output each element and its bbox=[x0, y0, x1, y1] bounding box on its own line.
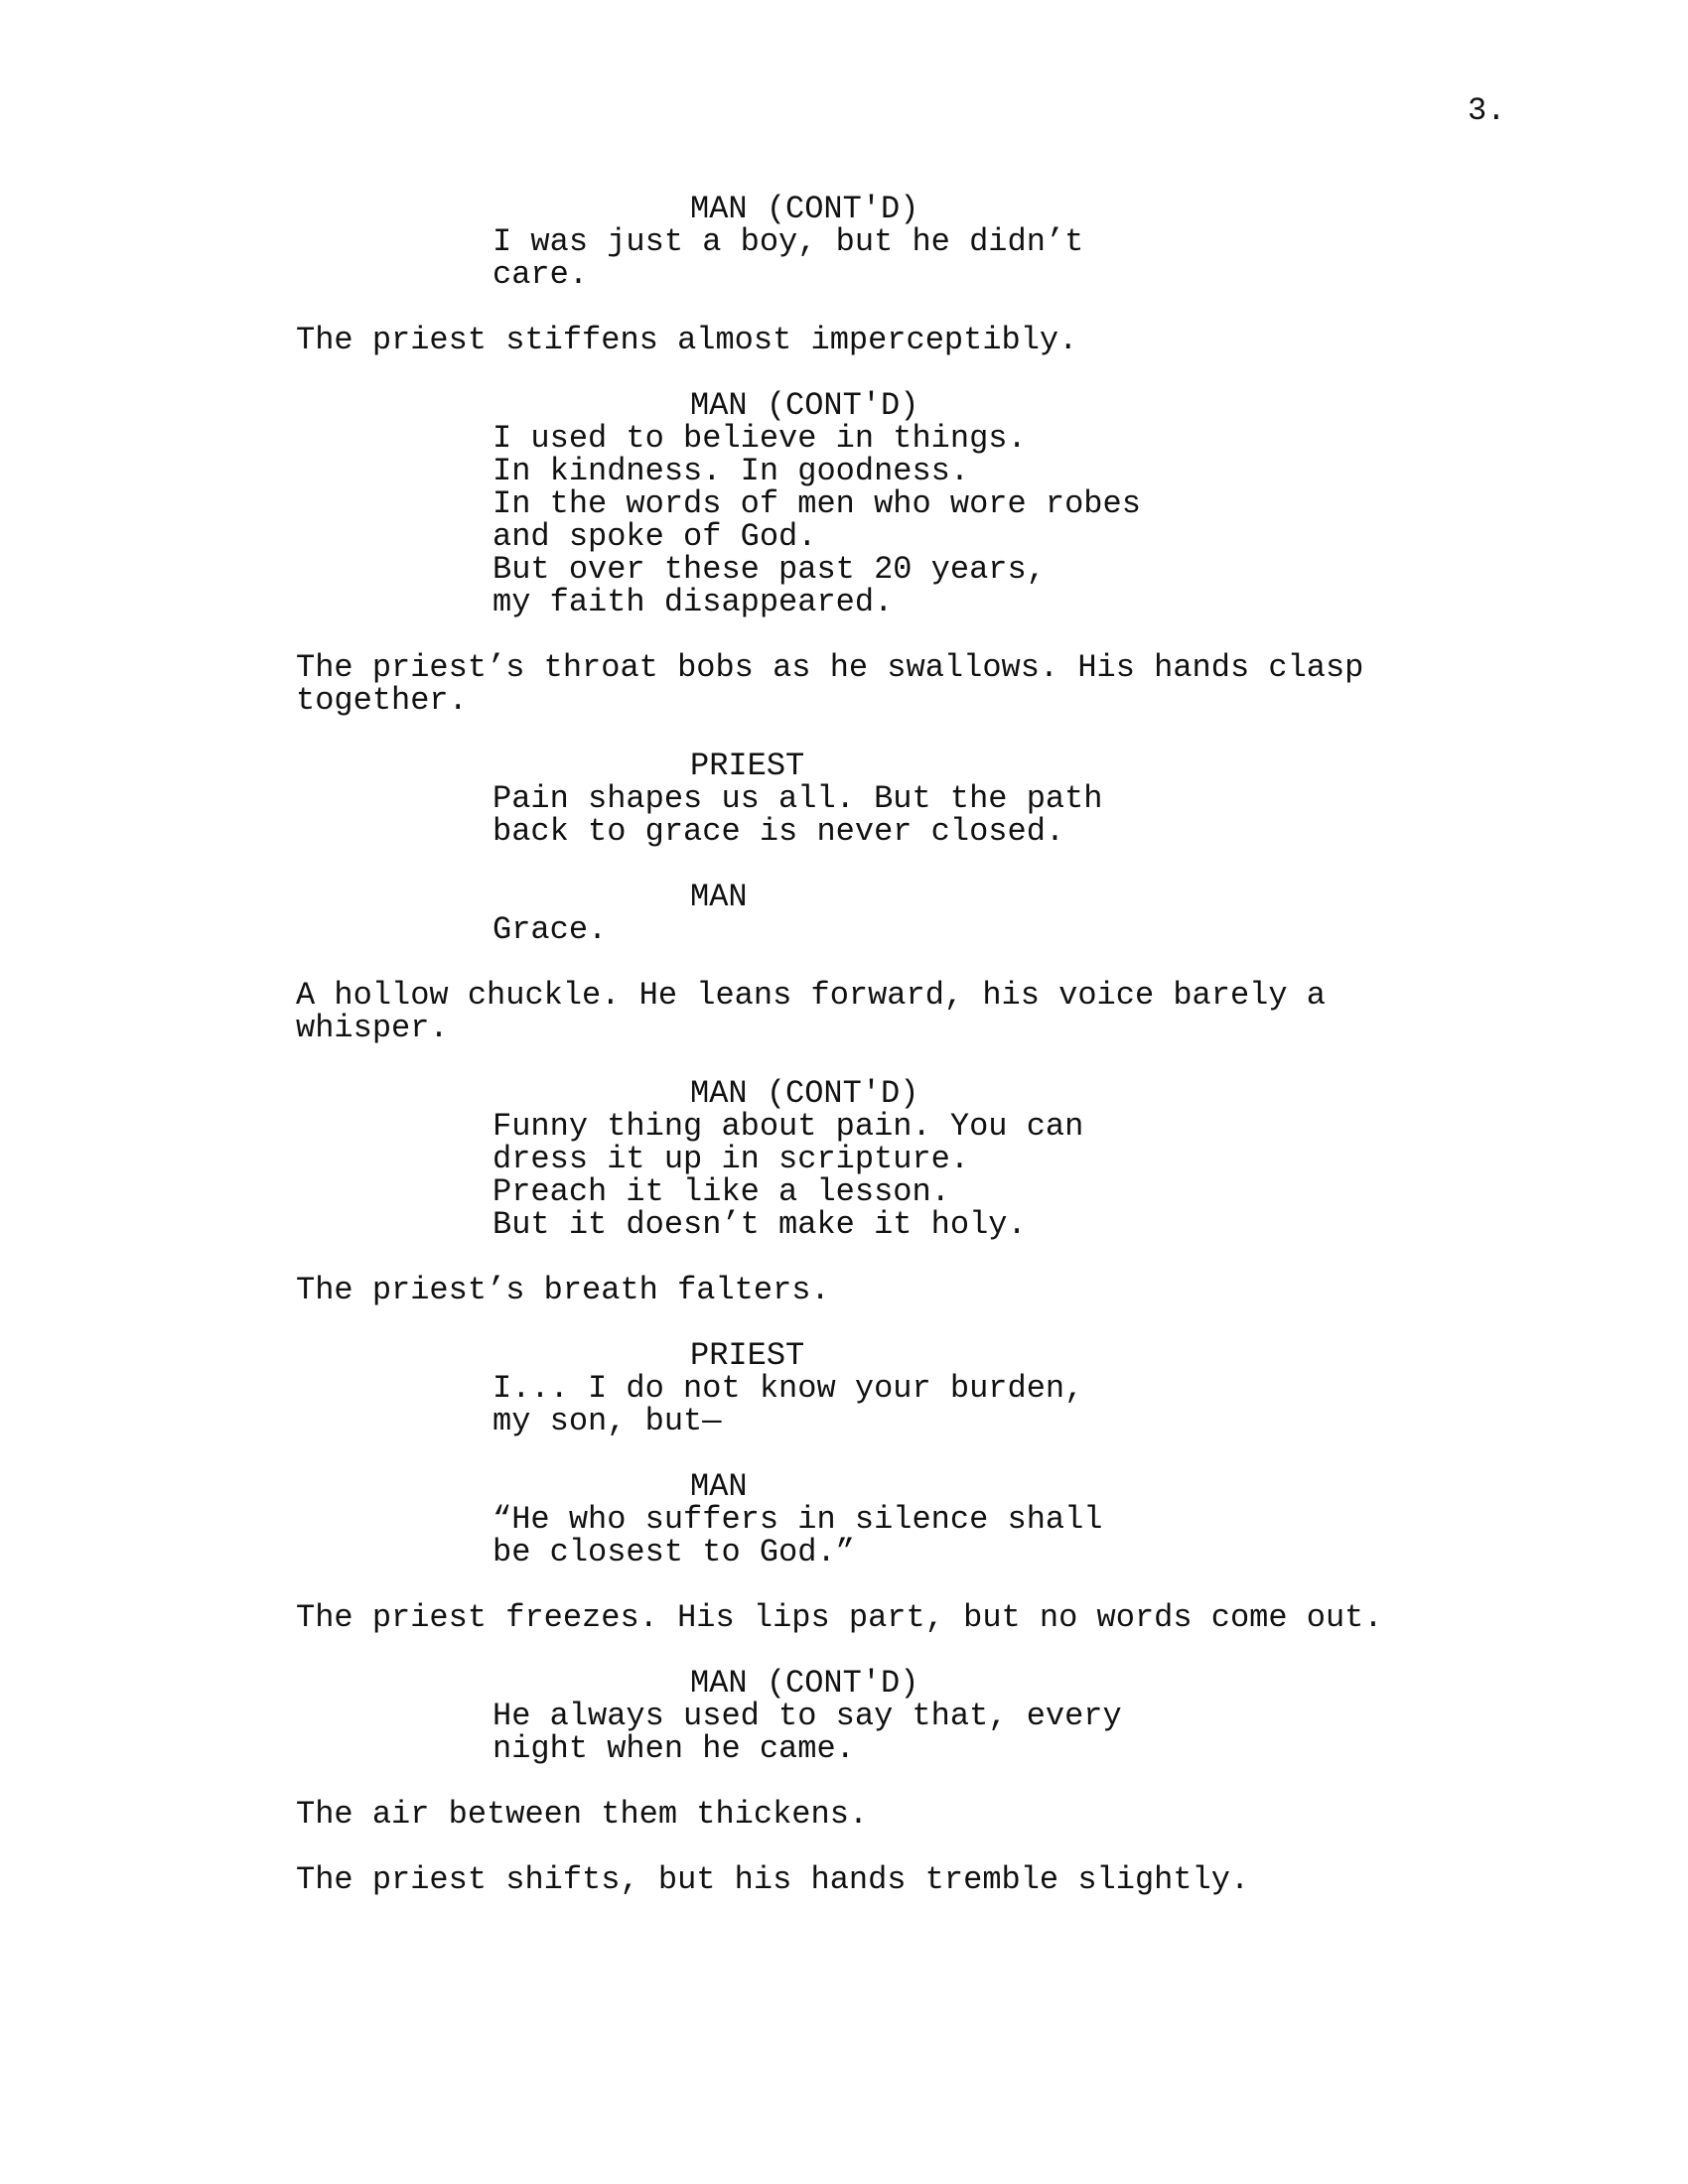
action-line: The priest stiffens almost imperceptibly. bbox=[296, 322, 1078, 358]
blank-line bbox=[0, 1765, 1688, 1798]
character-block bbox=[0, 1339, 1688, 1372]
blank-line bbox=[0, 291, 1688, 324]
dialogue-line: care. bbox=[492, 256, 589, 293]
character-line: MAN (CONT'D) bbox=[690, 1075, 919, 1112]
character-line: MAN bbox=[690, 1468, 748, 1505]
blank-line bbox=[0, 1831, 1688, 1863]
blank-line bbox=[0, 1241, 1688, 1274]
dialogue-line: “He who suffers in silence shall bbox=[492, 1501, 1103, 1538]
blank-line bbox=[0, 1569, 1688, 1601]
action-line: The air between them thickens. bbox=[296, 1796, 869, 1833]
screenplay-body bbox=[0, 193, 1688, 1896]
blank-line bbox=[0, 618, 1688, 651]
action-line: together. bbox=[296, 682, 468, 719]
dialogue-line: I... I do not know your burden, bbox=[492, 1370, 1084, 1407]
dialogue-line: my son, but— bbox=[492, 1403, 722, 1439]
character-line: MAN (CONT'D) bbox=[690, 1665, 919, 1702]
action-block bbox=[0, 1601, 1688, 1634]
character-line: PRIEST bbox=[690, 748, 805, 784]
action-line: The priest’s throat bobs as he swallows. His hands clasp bbox=[296, 649, 1364, 686]
character-block bbox=[0, 389, 1688, 422]
dialogue-line: In the words of men who wore robes bbox=[492, 485, 1141, 522]
action-block bbox=[0, 979, 1688, 1044]
dialogue-line: my faith disappeared. bbox=[492, 584, 894, 620]
dialogue-line: Grace. bbox=[492, 911, 608, 948]
blank-line bbox=[0, 1044, 1688, 1077]
action-line: The priest shifts, but his hands tremble slightly. bbox=[296, 1861, 1250, 1898]
dialogue-line: But it doesn’t make it holy. bbox=[492, 1206, 1027, 1243]
dialogue-line: dress it up in scripture. bbox=[492, 1141, 970, 1177]
blank-line bbox=[0, 717, 1688, 750]
character-block bbox=[0, 750, 1688, 782]
dialogue-block bbox=[0, 225, 1688, 291]
blank-line bbox=[0, 356, 1688, 389]
character-block bbox=[0, 193, 1688, 225]
action-block bbox=[0, 1863, 1688, 1896]
dialogue-block bbox=[0, 1700, 1688, 1765]
action-line: A hollow chuckle. He leans forward, his voice barely a bbox=[296, 977, 1326, 1014]
character-block bbox=[0, 1470, 1688, 1503]
page-number: 3. bbox=[1468, 92, 1506, 129]
dialogue-block bbox=[0, 422, 1688, 618]
blank-line bbox=[0, 848, 1688, 881]
character-line: MAN (CONT'D) bbox=[690, 191, 919, 227]
dialogue-line: Preach it like a lesson. bbox=[492, 1173, 950, 1210]
character-block bbox=[0, 1667, 1688, 1700]
dialogue-line: Funny thing about pain. You can bbox=[492, 1108, 1084, 1145]
action-line: whisper. bbox=[296, 1010, 449, 1046]
dialogue-line: and spoke of God. bbox=[492, 518, 817, 555]
dialogue-line: night when he came. bbox=[492, 1730, 855, 1767]
dialogue-line: be closest to God.” bbox=[492, 1534, 855, 1570]
dialogue-line: back to grace is never closed. bbox=[492, 813, 1065, 850]
action-line: The priest’s breath falters. bbox=[296, 1272, 830, 1308]
blank-line bbox=[0, 1634, 1688, 1667]
dialogue-block bbox=[0, 1110, 1688, 1241]
action-block bbox=[0, 1274, 1688, 1306]
dialogue-line: I used to believe in things. bbox=[492, 420, 1027, 457]
dialogue-line: In kindness. In goodness. bbox=[492, 453, 970, 489]
dialogue-line: Pain shapes us all. But the path bbox=[492, 780, 1103, 817]
dialogue-block bbox=[0, 782, 1688, 848]
dialogue-block bbox=[0, 1503, 1688, 1569]
action-block bbox=[0, 651, 1688, 717]
character-line: MAN (CONT'D) bbox=[690, 387, 919, 424]
action-block bbox=[0, 324, 1688, 356]
blank-line bbox=[0, 946, 1688, 979]
character-line: MAN bbox=[690, 879, 748, 915]
action-line: The priest freezes. His lips part, but no words come out. bbox=[296, 1599, 1383, 1636]
character-block bbox=[0, 1077, 1688, 1110]
dialogue-line: I was just a boy, but he didn’t bbox=[492, 223, 1084, 260]
blank-line bbox=[0, 1306, 1688, 1339]
dialogue-line: He always used to say that, every bbox=[492, 1698, 1122, 1734]
character-line: PRIEST bbox=[690, 1337, 805, 1374]
action-block bbox=[0, 1798, 1688, 1831]
blank-line bbox=[0, 1437, 1688, 1470]
dialogue-line: But over these past 20 years, bbox=[492, 551, 1046, 588]
character-block bbox=[0, 881, 1688, 913]
dialogue-block bbox=[0, 913, 1688, 946]
dialogue-block bbox=[0, 1372, 1688, 1437]
